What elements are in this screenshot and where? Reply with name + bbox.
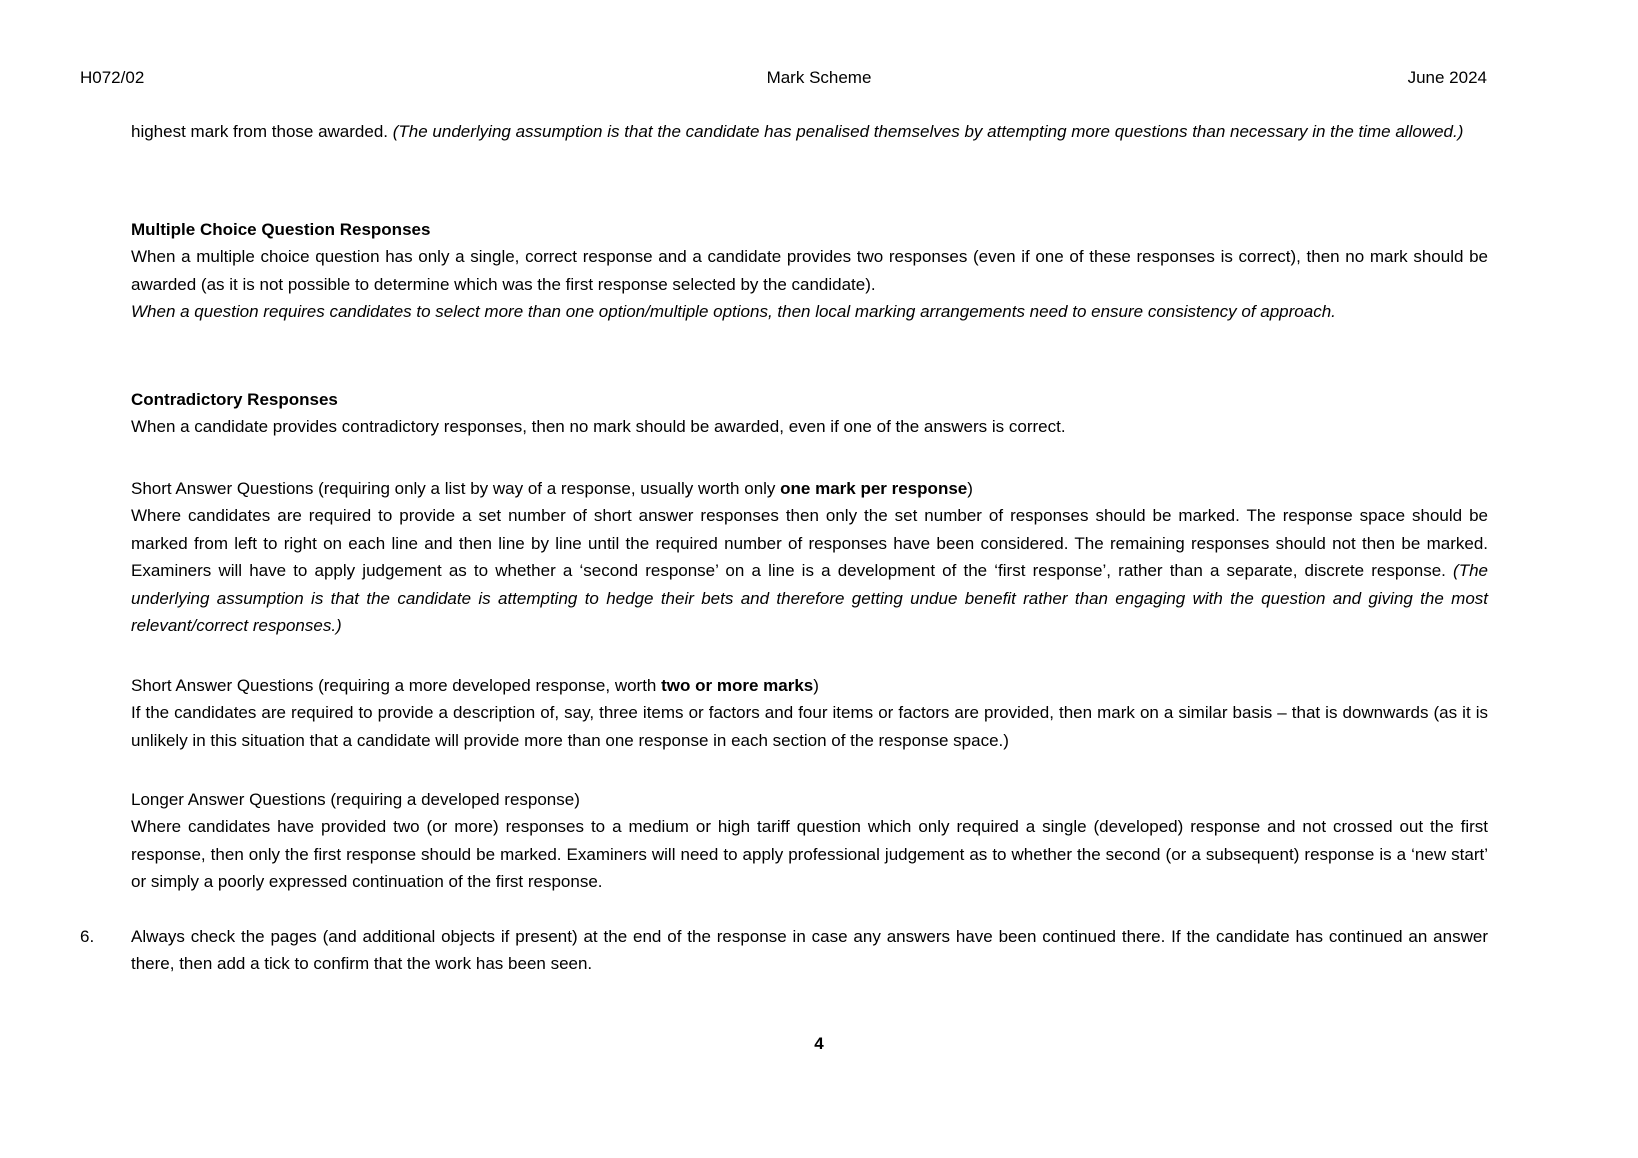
section-heading: Contradictory Responses bbox=[131, 390, 338, 409]
section-body: When a multiple choice question has only a single, correct response and a candidate provides two responses (even if one of these responses is correct), then no mark should be awarded (as it is not possible to determine which was the first response selected by the candidate). bbox=[131, 247, 1488, 294]
section-heading: Multiple Choice Question Responses bbox=[131, 220, 431, 239]
section-heading bbox=[131, 475, 1488, 502]
intro-text-italic: (The underlying assumption is that the candidate has penalised themselves by attempting more questions than necessary in the time allowed.) bbox=[392, 122, 1464, 141]
heading-normal: Short Answer Questions (requiring a more developed response, worth bbox=[131, 676, 662, 695]
section-body: If the candidates are required to provide a description of, say, three items or factors and four items or factors are provided, then mark on a similar basis – that is downwards (as it is unlikely in this situation that a candidate will provide more than one response in each section of the response space.) bbox=[131, 703, 1488, 750]
heading-bold: two or more marks bbox=[661, 676, 814, 695]
page-number: 4 bbox=[814, 1034, 824, 1053]
header-date: June 2024 bbox=[1407, 68, 1487, 87]
section-body-italic: When a question requires candidates to select more than one option/multiple options, then local marking arrangements need to ensure consistency of approach. bbox=[131, 302, 1336, 322]
heading-bold: one mark per response bbox=[780, 479, 968, 498]
section-body: Where candidates have provided two (or more) responses to a medium or high tariff question which only required a single (developed) response and not crossed out the first response, then only the first response should be marked. Examiners will need to apply professional judgement as to whether the second (or a subsequent) response is a ‘new start’ or simply a poorly expressed continuation of the first response. bbox=[131, 817, 1488, 892]
body-italic: (The underlying assumption is that the candidate is attempting to hedge their bets and therefore getting undue benefit rather than engaging with the question and giving the most relevant/correct responses.) bbox=[131, 561, 1488, 636]
heading-normal: Short Answer Questions (requiring only a list by way of a response, usually worth only bbox=[131, 479, 781, 498]
intro-paragraph bbox=[131, 118, 1488, 145]
heading-normal: ) bbox=[813, 676, 819, 695]
section-heading: Longer Answer Questions (requiring a developed response) bbox=[131, 790, 580, 809]
list-item-number: 6. bbox=[80, 927, 95, 946]
section-body bbox=[131, 502, 1488, 639]
intro-text bbox=[131, 118, 1488, 145]
section-multiple-choice bbox=[131, 216, 1488, 326]
intro-text-normal: highest mark from those awarded. bbox=[131, 122, 393, 141]
section-longer-answer bbox=[131, 786, 1488, 896]
header-title: Mark Scheme bbox=[766, 68, 872, 87]
section-short-answer-developed bbox=[131, 672, 1488, 754]
body-normal: Where candidates are required to provide a set number of short answer responses then only the set number of responses should be marked. The response space should be marked from left to right on each line and then line by line until the required number of responses have been considered. The remaining responses should not then be marked. Examiners will have to apply judgement as to whether a ‘second response’ on a line is a development of the ‘first response’, rather than a separate, discrete response. bbox=[131, 506, 1488, 581]
section-body: When a candidate provides contradictory responses, then no mark should be awarded, even if one of the answers is correct. bbox=[131, 417, 1066, 437]
section-contradictory bbox=[131, 386, 1488, 441]
header-doc-code: H072/02 bbox=[80, 68, 145, 87]
heading-normal: ) bbox=[967, 479, 973, 498]
section-short-answer-list bbox=[131, 475, 1488, 639]
section-heading bbox=[131, 672, 1488, 699]
list-item-6: Always check the pages (and additional objects if present) at the end of the response in case any answers have been continued there. If the candidate has continued an answer there, then add a tick to confirm that the work has been seen. bbox=[131, 927, 1488, 974]
